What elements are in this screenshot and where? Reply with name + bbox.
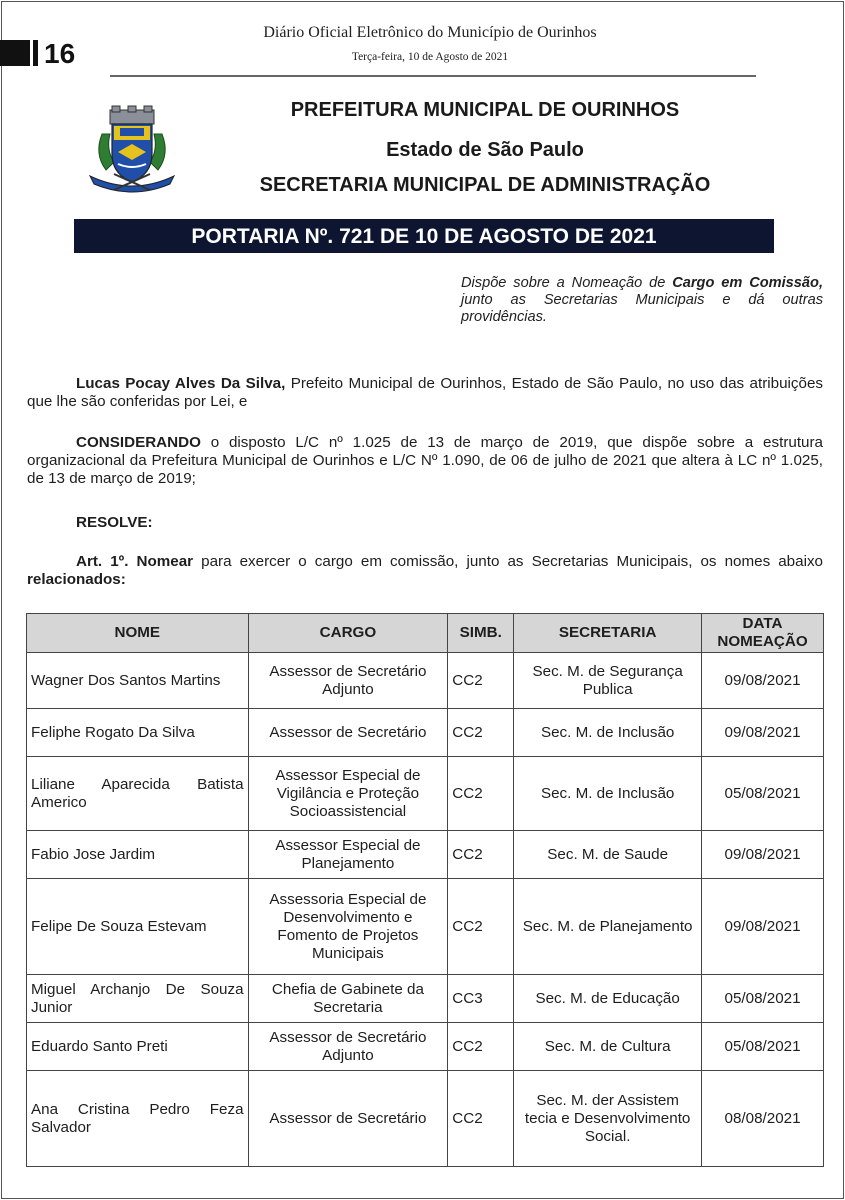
article-text-bold: relacionados: bbox=[27, 571, 126, 588]
page-tab-separator bbox=[33, 40, 38, 66]
cell-date: 05/08/2021 bbox=[702, 975, 824, 1023]
cell-cargo: Chefia de Gabinete da Secretaria bbox=[248, 975, 448, 1023]
cell-secretaria: Sec. M. de Segurança Publica bbox=[514, 653, 702, 709]
cell-simb: CC2 bbox=[448, 831, 514, 879]
considerando-label: CONSIDERANDO bbox=[76, 434, 201, 451]
paragraph-mayor bbox=[27, 375, 823, 411]
table-row bbox=[27, 757, 824, 831]
cell-secretaria: Sec. M. de Inclusão bbox=[514, 709, 702, 757]
table-row bbox=[27, 653, 824, 709]
portaria-title-banner: PORTARIA Nº. 721 DE 10 DE AGOSTO DE 2021 bbox=[74, 219, 774, 253]
ementa bbox=[461, 275, 823, 326]
table-row bbox=[27, 879, 824, 975]
cell-cargo: Assessor de Secretário bbox=[248, 1071, 448, 1167]
cell-date: 05/08/2021 bbox=[702, 1023, 824, 1071]
cell-name: Eduardo Santo Preti bbox=[27, 1023, 249, 1071]
cell-simb: CC2 bbox=[448, 879, 514, 975]
article-text: para exercer o cargo em comissão, junto as Secretarias Municipais, os nomes abaixo bbox=[193, 553, 823, 570]
cell-name: Feliphe Rogato Da Silva bbox=[27, 709, 249, 757]
ementa-text-pre: Dispõe sobre a Nomeação de bbox=[461, 275, 673, 291]
paragraph-article-1 bbox=[27, 553, 823, 589]
cell-date: 09/08/2021 bbox=[702, 831, 824, 879]
header-divider bbox=[110, 75, 756, 77]
cell-secretaria: Sec. M. de Cultura bbox=[514, 1023, 702, 1071]
cell-cargo: Assessor Especial de Planejamento bbox=[248, 831, 448, 879]
cell-cargo: Assessor de Secretário Adjunto bbox=[248, 653, 448, 709]
cell-name: Fabio Jose Jardim bbox=[27, 831, 249, 879]
ementa-text-post: junto as Secretarias Municipais e dá outras providências. bbox=[461, 292, 823, 325]
col-header-name: NOME bbox=[27, 614, 249, 653]
ementa-text-bold: Cargo em Comissão, bbox=[672, 275, 823, 291]
cell-cargo: Assessoria Especial de Desenvolvimento e Fomento de Projetos Municipais bbox=[248, 879, 448, 975]
table-row bbox=[27, 709, 824, 757]
table-row bbox=[27, 1071, 824, 1167]
col-header-data: DATA NOMEAÇÃO bbox=[702, 614, 824, 653]
paragraph-considerando-text: o disposto L/C nº 1.025 de 13 de março de 2019, que dispõe sobre a estrutura organizacional da Prefeitura Municipal de Ourinhos e L/C Nº 1.090, de 06 de julho de 2021 que altera à LC nº 1.025, de 13 de março de 2019; bbox=[27, 434, 823, 487]
org-name: PREFEITURA MUNICIPAL DE OURINHOS bbox=[290, 99, 680, 121]
article-label: Art. 1º. Nomear bbox=[76, 553, 194, 570]
cell-name: Liliane Aparecida Batista Americo bbox=[27, 757, 249, 831]
table-row bbox=[27, 831, 824, 879]
cell-name: Felipe De Souza Estevam bbox=[27, 879, 249, 975]
cell-date: 08/08/2021 bbox=[702, 1071, 824, 1167]
cell-date: 09/08/2021 bbox=[702, 879, 824, 975]
table-header-row bbox=[27, 614, 824, 653]
appointments-table bbox=[26, 613, 824, 1167]
cell-simb: CC2 bbox=[448, 757, 514, 831]
paragraph-resolve bbox=[27, 514, 823, 532]
cell-date: 09/08/2021 bbox=[702, 653, 824, 709]
cell-simb: CC3 bbox=[448, 975, 514, 1023]
page-tab-marker bbox=[0, 40, 30, 66]
cell-name: Ana Cristina Pedro Feza Salvador bbox=[27, 1071, 249, 1167]
paragraph-mayor-text: Prefeito Municipal de Ourinhos, Estado de São Paulo, no uso das atribuições que lhe são conferidas por Lei, e bbox=[27, 375, 823, 410]
cell-secretaria: Sec. M. de Educação bbox=[514, 975, 702, 1023]
paragraph-considerando bbox=[27, 434, 823, 488]
org-state: Estado de São Paulo bbox=[386, 139, 584, 161]
cell-cargo: Assessor de Secretário bbox=[248, 709, 448, 757]
cell-name: Wagner Dos Santos Martins bbox=[27, 653, 249, 709]
coat-of-arms-icon bbox=[84, 104, 180, 196]
cell-date: 05/08/2021 bbox=[702, 757, 824, 831]
cell-simb: CC2 bbox=[448, 709, 514, 757]
cell-cargo: Assessor de Secretário Adjunto bbox=[248, 1023, 448, 1071]
col-header-cargo: CARGO bbox=[248, 614, 448, 653]
org-department: SECRETARIA MUNICIPAL DE ADMINISTRAÇÃO bbox=[259, 174, 711, 196]
cell-simb: CC2 bbox=[448, 1071, 514, 1167]
mayor-name: Lucas Pocay Alves Da Silva, bbox=[76, 375, 286, 392]
cell-name: Miguel Archanjo De Souza Junior bbox=[27, 975, 249, 1023]
table-row bbox=[27, 975, 824, 1023]
cell-secretaria: Sec. M. de Saude bbox=[514, 831, 702, 879]
col-header-simb: SIMB. bbox=[448, 614, 514, 653]
cell-date: 09/08/2021 bbox=[702, 709, 824, 757]
table-row bbox=[27, 1023, 824, 1071]
cell-simb: CC2 bbox=[448, 653, 514, 709]
journal-title: Diário Oficial Eletrônico do Município de Ourinhos bbox=[263, 24, 597, 41]
cell-cargo: Assessor Especial de Vigilância e Proteção Socioassistencial bbox=[248, 757, 448, 831]
cell-secretaria: Sec. M. der Assistem tecia e Desenvolvimento Social. bbox=[514, 1071, 702, 1167]
resolve-label: RESOLVE: bbox=[76, 514, 153, 531]
journal-date: Terça-feira, 10 de Agosto de 2021 bbox=[351, 51, 509, 63]
page-number: 16 bbox=[44, 38, 76, 69]
cell-simb: CC2 bbox=[448, 1023, 514, 1071]
cell-secretaria: Sec. M. de Inclusão bbox=[514, 757, 702, 831]
cell-secretaria: Sec. M. de Planejamento bbox=[514, 879, 702, 975]
col-header-secretaria: SECRETARIA bbox=[514, 614, 702, 653]
